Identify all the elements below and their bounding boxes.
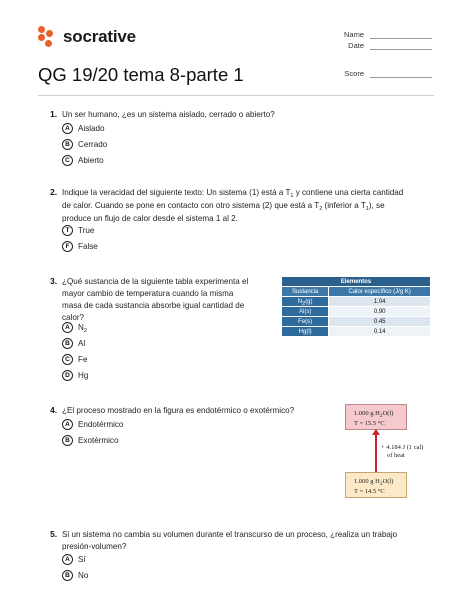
q1-option-a[interactable] xyxy=(62,123,105,134)
q2-option-false-label: False xyxy=(78,242,98,251)
table-cell-value: 0.14 xyxy=(329,327,431,337)
figure-heat-label: + 4.184 J (1 cal) of heat xyxy=(381,444,424,459)
table-header-specific-heat: Calor específico (J/g K) xyxy=(329,287,431,297)
table-cell-substance: N2(g) xyxy=(282,297,329,307)
score-field[interactable] xyxy=(344,69,432,78)
q3-option-b[interactable] xyxy=(62,338,85,349)
brand-name: socrative xyxy=(63,27,136,46)
q3-option-b-radio[interactable]: B xyxy=(62,338,73,349)
specific-heat-table xyxy=(281,276,431,337)
name-label: Name xyxy=(343,30,364,39)
table-cell-value: 0.90 xyxy=(329,307,431,317)
question-3-line-2: mayor cambio de temperatura cuando la misma xyxy=(62,289,234,298)
q1-option-b-label: Cerrado xyxy=(78,140,108,149)
question-5-text xyxy=(62,529,397,553)
q1-option-a-label: Aislado xyxy=(78,124,105,133)
header-divider xyxy=(38,95,434,96)
table-row xyxy=(282,327,431,337)
table-row xyxy=(282,307,431,317)
table-header-substance: Sustancia xyxy=(282,287,329,297)
q4-option-a-radio[interactable]: A xyxy=(62,419,73,430)
q5-option-a[interactable] xyxy=(62,554,86,565)
q2-option-true[interactable] xyxy=(62,225,94,236)
heat-process-figure xyxy=(345,404,440,504)
table-cell-value: 0.45 xyxy=(329,317,431,327)
q1-option-c[interactable] xyxy=(62,155,104,166)
q3-option-c-radio[interactable]: C xyxy=(62,354,73,365)
q5-option-a-label: Sí xyxy=(78,555,86,564)
question-3-line-1: ¿Qué sustancia de la siguiente tabla experimenta el xyxy=(62,277,249,286)
q5-option-b-label: No xyxy=(78,571,89,580)
date-field[interactable] xyxy=(348,41,432,50)
q2-option-false[interactable] xyxy=(62,241,98,252)
name-field[interactable] xyxy=(344,30,432,39)
q3-option-a-radio[interactable]: A xyxy=(62,322,73,333)
score-label: Score xyxy=(344,69,364,78)
q4-option-b-radio[interactable]: B xyxy=(62,435,73,446)
page-title: QG 19/20 tema 8-parte 1 xyxy=(38,64,244,85)
table-cell-substance: Fe(s) xyxy=(282,317,329,327)
q4-option-b[interactable] xyxy=(62,435,118,446)
question-2-line-3: produce un flujo de calor desde el sistema 1 al 2. xyxy=(62,214,238,223)
q1-option-a-radio[interactable]: A xyxy=(62,123,73,134)
q3-option-c-label: Fe xyxy=(78,355,88,364)
table-cell-substance: Al(s) xyxy=(282,307,329,317)
figure-state-top: 1.000 g $H_2O(l)$ T = 15.5 °C xyxy=(345,404,407,430)
q1-option-c-label: Abierto xyxy=(78,156,104,165)
q3-option-c[interactable] xyxy=(62,354,87,365)
question-2-number: 2. xyxy=(50,187,57,197)
question-4-text: ¿El proceso mostrado en la figura es endotérmico o exotérmico? xyxy=(62,406,295,415)
q4-option-b-label: Exotérmico xyxy=(78,436,119,445)
socrative-logo xyxy=(38,26,136,48)
q4-option-a-label: Endotérmico xyxy=(78,420,124,429)
q1-option-c-radio[interactable]: C xyxy=(62,155,73,166)
question-5-number: 5. xyxy=(50,529,57,539)
q2-option-true-radio[interactable]: T xyxy=(62,225,73,236)
q2-option-false-radio[interactable]: F xyxy=(62,241,73,252)
q3-option-d[interactable] xyxy=(62,370,88,381)
question-3-line-3: masa de cada sustancia absorbe igual cantidad de xyxy=(62,301,245,310)
q5-option-a-radio[interactable]: A xyxy=(62,554,73,565)
date-line[interactable] xyxy=(370,42,432,50)
q3-option-b-label: Al xyxy=(78,339,86,348)
q3-option-a[interactable] xyxy=(62,322,87,333)
question-2-text xyxy=(62,187,403,225)
q3-option-a-label: $N_2$ xyxy=(78,323,87,334)
q1-option-b[interactable] xyxy=(62,139,107,150)
question-2-line-2: de calor. Cuando se pone en contacto con otro sistema (2) que está a $T_2$ (inferior a $T_1$), se xyxy=(62,201,385,212)
q3-option-d-radio[interactable]: D xyxy=(62,370,73,381)
question-1-text: Un ser humano, ¿es un sistema aislado, cerrado o abierto? xyxy=(62,110,275,119)
table-cell-value: 1.04 xyxy=(329,297,431,307)
question-5-line-1: Si un sistema no cambia su volumen durante el transcurso de un proceso, ¿realiza un trabajo xyxy=(62,530,398,539)
heat-arrow-icon xyxy=(375,430,377,472)
q4-option-a[interactable] xyxy=(62,419,123,430)
score-line[interactable] xyxy=(370,70,432,78)
q3-option-d-label: Hg xyxy=(78,371,89,380)
q1-option-b-radio[interactable]: B xyxy=(62,139,73,150)
q5-option-b-radio[interactable]: B xyxy=(62,570,73,581)
question-3-number: 3. xyxy=(50,276,57,286)
question-3-line-4: calor? xyxy=(62,313,85,322)
figure-state-bottom: 1.000 g $H_2O(l)$ T = 14.5 °C xyxy=(345,472,407,498)
question-5-line-2: presión-volumen? xyxy=(62,542,127,551)
q5-option-b[interactable] xyxy=(62,570,88,581)
q2-option-true-label: True xyxy=(78,226,95,235)
question-3-text xyxy=(62,276,248,324)
table-row xyxy=(282,317,431,327)
table-title: Elementos xyxy=(282,277,431,287)
date-label: Date xyxy=(348,41,364,50)
table-cell-substance: Hg(l) xyxy=(282,327,329,337)
table-row xyxy=(282,297,431,307)
name-line[interactable] xyxy=(370,31,432,39)
question-1-number: 1. xyxy=(50,109,57,119)
question-2-line-1: Indique la veracidad del siguiente texto: Un sistema (1) está a $T_1$ y contiene una cierta cantidad xyxy=(62,188,404,199)
question-4-number: 4. xyxy=(50,405,57,415)
socrative-logo-icon xyxy=(38,26,58,48)
